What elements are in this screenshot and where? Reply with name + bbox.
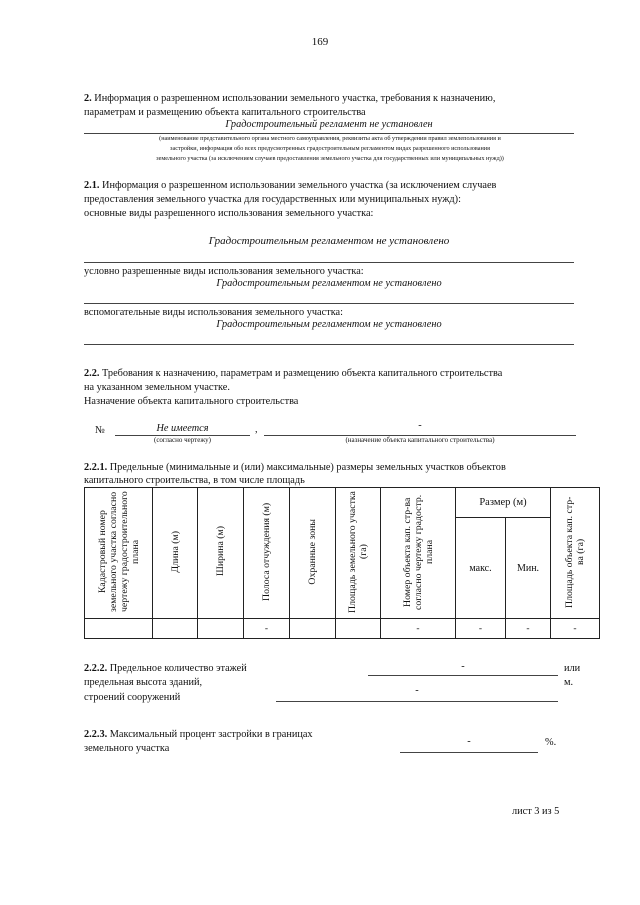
section-2-2-heading	[84, 367, 584, 380]
section-2-2-2-line2: предельная высота зданий,	[84, 677, 203, 688]
auxiliary-uses-underline	[84, 344, 574, 345]
max-floors-underline	[368, 675, 558, 676]
section-2-1-line2: предоставления земельного участка для государственных или муниципальных нужд):	[84, 194, 461, 205]
section-2-2-2-line1: Предельное количество этажей	[107, 663, 247, 674]
header-plot-area: Площадь земельного участка (га)	[336, 488, 381, 619]
max-coverage-value: -	[467, 736, 471, 747]
note-per-drawing: (согласно чертежу)	[153, 436, 212, 444]
max-floors-value: -	[461, 661, 465, 672]
table-cell	[198, 619, 244, 639]
object-number-value: Не имеется	[156, 423, 209, 434]
header-length: Длина (м)	[153, 488, 198, 619]
auxiliary-uses-value: Градостроительным регламентом не установлено	[216, 319, 442, 330]
conditional-uses-value: Градостроительным регламентом не установлено	[216, 278, 442, 289]
section-2-line2: параметрам и размещению объекта капитального строительства	[84, 107, 366, 118]
section-2-note1: (наименование представительного органа местного самоуправления, реквизиты акта об утверждении правил землепользования и	[159, 135, 501, 142]
section-2-2-1-number: 2.2.1.	[84, 462, 108, 473]
header-size: Размер (м)	[456, 488, 551, 518]
header-size-min: Мин.	[506, 518, 551, 619]
table-cell: -	[506, 619, 551, 639]
section-2-2-1-line2: капитального строительства, в том числе площадь	[84, 475, 305, 486]
conditional-uses-underline	[84, 303, 574, 304]
section-2-line1: Информация о разрешенном использовании земельного участка, требования к назначению,	[91, 93, 496, 104]
header-object-area: Площадь объекта кап. стр-ва (га)	[551, 488, 600, 619]
section-2-2-3-number: 2.2.3.	[84, 729, 108, 740]
table-cell: -	[244, 619, 290, 639]
table-cell	[85, 619, 153, 639]
section-2-2-3-line2: земельного участка	[84, 743, 170, 754]
table-cell: -	[551, 619, 600, 639]
max-height-value: -	[415, 685, 419, 696]
main-uses-underline	[84, 262, 574, 263]
number-sign: №	[95, 425, 105, 436]
section-2-heading	[84, 92, 584, 105]
max-floors-suffix: или	[564, 663, 581, 674]
section-2-2-2-number: 2.2.2.	[84, 663, 108, 674]
section-2-1-heading	[84, 179, 584, 192]
section-2-2-2-heading	[84, 662, 247, 675]
header-cadastral-number: Кадастровый номер земельного участка согласно чертежу градостроительного плана	[85, 488, 153, 619]
section-2-note2: застройки, информация обо всех предусмотренных градостроительным регламентом видах разрешенного использования	[170, 145, 490, 152]
section-2-2-1-heading	[84, 461, 584, 474]
comma: ,	[255, 424, 258, 435]
max-height-underline	[276, 701, 558, 702]
sheet-counter: лист 3 из 5	[512, 806, 560, 817]
section-2-2-line3: Назначение объекта капитального строительства	[84, 396, 299, 407]
section-2-1-line3: основные виды разрешенного использования земельного участка:	[84, 208, 374, 219]
table-cell: -	[456, 619, 506, 639]
section-2-value: Градостроительный регламент не установлен	[225, 119, 433, 130]
table-cell	[153, 619, 198, 639]
table-cell	[336, 619, 381, 639]
page-number: 169	[311, 36, 329, 48]
max-coverage-underline	[400, 752, 538, 753]
section-2-1-number: 2.1.	[84, 180, 100, 191]
header-width: Ширина (м)	[198, 488, 244, 619]
section-2-2-3-line1: Максимальный процент застройки в границах	[107, 729, 313, 740]
main-uses-value: Градостроительным регламентом не установлено	[208, 235, 450, 247]
note-object-purpose: (назначение объекта капитального строительства)	[345, 436, 495, 444]
header-exclusion-strip: Полоса отчуждения (м)	[244, 488, 290, 619]
auxiliary-uses-label: вспомогательные виды использования земельного участка:	[84, 307, 343, 318]
max-coverage-suffix: %.	[545, 737, 557, 748]
section-2-1-line1: Информация о разрешенном использовании земельного участка (за исключением случаев	[99, 180, 497, 191]
object-purpose-value: -	[418, 420, 422, 431]
section-2-2-line2: на указанном земельном участке.	[84, 382, 230, 393]
header-protection-zones: Охранные зоны	[290, 488, 336, 619]
section-2-2-number: 2.2.	[84, 368, 100, 379]
table-cell: -	[381, 619, 456, 639]
header-object-number: Номер объекта кап. стр-ва согласно чертежу градостр. плана	[381, 488, 456, 619]
section-2-note3: земельного участка (за исключением случаев предоставления земельного участка для государственных или муниципальных нужд))	[156, 155, 504, 162]
max-height-suffix: м.	[564, 677, 574, 688]
table-cell	[290, 619, 336, 639]
section-2-2-3-heading	[84, 728, 313, 741]
header-size-max: макс.	[456, 518, 506, 619]
section-2-2-line1: Требования к назначению, параметрам и размещению объекта капитального строительства	[99, 368, 503, 379]
section-2-2-2-line3: строений сооружений	[84, 692, 181, 703]
section-2-number: 2.	[84, 93, 92, 104]
section-2-2-1-line1: Предельные (минимальные и (или) максимальные) размеры земельных участков объектов	[107, 462, 506, 473]
plot-sizes-table	[84, 487, 600, 639]
conditional-uses-label: условно разрешенные виды использования земельного участка:	[84, 266, 364, 277]
